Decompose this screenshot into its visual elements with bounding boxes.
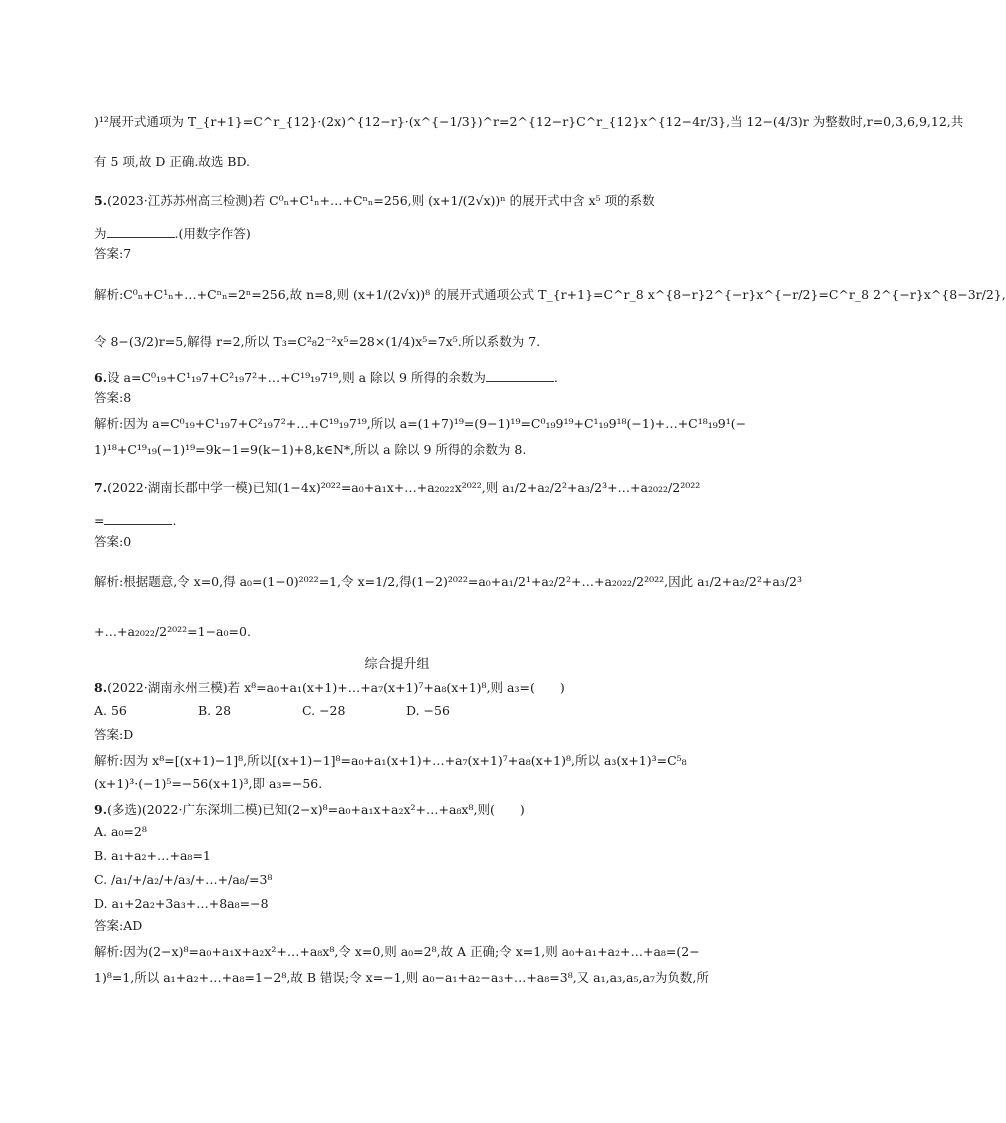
question-text: (2023·江苏苏州高三检测)若 C⁰ₙ+C¹ₙ+…+Cⁿₙ=256,则 (x+1/(2√x))ⁿ 的展开式中含 x⁵ 项的系数 — [107, 193, 655, 208]
explanation-8b: (x+1)³·(−1)⁵=−56(x+1)³,即 a₃=−56. — [94, 776, 323, 791]
question-5 — [94, 193, 700, 209]
text-post: .(用数字作答) — [174, 226, 251, 241]
answer-blank — [486, 370, 554, 382]
explanation-7a: 解析:根据题意,令 x=0,得 a₀=(1−0)²⁰²²=1,令 x=1/2,得(1−2)²⁰²²=a₀+a₁/2¹+a₂/2²+…+a₂₀₂₂/2²⁰²²,因此 a₁/2+a₂/2²+a₃/2³ — [94, 574, 802, 589]
option-9b[interactable]: B. a₁+a₂+…+a₈=1 — [94, 848, 211, 863]
question-number: 6. — [94, 370, 108, 385]
option-a[interactable]: A. 56 — [94, 703, 127, 718]
text-post: . — [553, 370, 558, 385]
explanation-5b: 令 8−(3/2)r=5,解得 r=2,所以 T₃=C²₈2⁻²x⁵=28×(1/4)x⁵=7x⁵.所以系数为 7. — [94, 334, 541, 349]
question-number: 9. — [94, 802, 108, 817]
question-number: 7. — [94, 480, 108, 495]
line-l2: 有 5 项,故 D 正确.故选 BD. — [94, 154, 251, 169]
question-text: (多选)(2022·广东深圳二模)已知(2−x)⁸=a₀+a₁x+a₂x²+…+a₈x⁸,则( ) — [107, 802, 525, 817]
question-text: (2022·湖南长郡中学一模)已知(1−4x)²⁰²²=a₀+a₁x+…+a₂₀₂₂x²⁰²²,则 a₁/2+a₂/2²+a₃/2³+…+a₂₀₂₂/2²⁰²² — [107, 480, 701, 495]
answer-blank — [107, 226, 175, 238]
question-text: (2022·湖南永州三模)若 x⁸=a₀+a₁(x+1)+…+a₇(x+1)⁷+a₈(x+1)⁸,则 a₃=( ) — [107, 680, 565, 695]
question-5-blank-line — [94, 226, 700, 242]
answer-blank — [104, 513, 172, 525]
question-6 — [94, 370, 700, 386]
option-d[interactable]: D. −56 — [406, 703, 450, 718]
text-pre: 为 — [94, 226, 107, 241]
option-c[interactable]: C. −28 — [302, 703, 346, 718]
section-title: 综合提升组 — [364, 657, 430, 672]
explanation-9a: 解析:因为(2−x)⁸=a₀+a₁x+a₂x²+…+a₈x⁸,令 x=0,则 a₀=2⁸,故 A 正确;令 x=1,则 a₀+a₁+a₂+…+a₈=(2− — [94, 944, 700, 959]
question-7 — [94, 480, 700, 496]
question-7-blank-line — [94, 513, 700, 529]
answer-9: 答案:AD — [94, 918, 143, 933]
text-pre: 设 a=C⁰₁₉+C¹₁₉7+C²₁₉7²+…+C¹⁹₁₉7¹⁹,则 a 除以 9 所得的余数为 — [107, 370, 486, 385]
explanation-5a: 解析:C⁰ₙ+C¹ₙ+…+Cⁿₙ=2ⁿ=256,故 n=8,则 (x+1/(2√x))⁸ 的展开式通项公式 T_{r+1}=C^r_8 x^{8−r}2^{−r}x^{−r/2}=C^r_8 2^{−r}x^{8−3r/2}, — [94, 287, 1006, 302]
text-pre: = — [94, 513, 105, 528]
question-number: 5. — [94, 193, 108, 208]
question-9 — [94, 802, 700, 818]
question-number: 8. — [94, 680, 108, 695]
text-post: . — [172, 513, 177, 528]
explanation-6b: 1)¹⁸+C¹⁹₁₉(−1)¹⁹=9k−1=9(k−1)+8,k∈N*,所以 a 除以 9 所得的余数为 8. — [94, 442, 527, 457]
line-l1: )¹²展开式通项为 T_{r+1}=C^r_{12}·(2x)^{12−r}·(x^{−1/3})^r=2^{12−r}C^r_{12}x^{12−4r/3},当 12−(4/3)r 为整数时,r=0,3,6,9,12,共 — [94, 114, 964, 129]
explanation-8a: 解析:因为 x⁸=[(x+1)−1]⁸,所以[(x+1)−1]⁸=a₀+a₁(x+1)+…+a₇(x+1)⁷+a₈(x+1)⁸,所以 a₃(x+1)³=C⁵₈ — [94, 753, 687, 768]
question-8-options — [94, 703, 700, 719]
option-9d[interactable]: D. a₁+2a₂+3a₃+…+8a₈=−8 — [94, 896, 269, 911]
question-8 — [94, 680, 700, 696]
explanation-6a: 解析:因为 a=C⁰₁₉+C¹₁₉7+C²₁₉7²+…+C¹⁹₁₉7¹⁹,所以 a=(1+7)¹⁹=(9−1)¹⁹=C⁰₁₉9¹⁹+C¹₁₉9¹⁸(−1)+…+C¹⁸₁₉9¹(− — [94, 416, 747, 431]
answer-6: 答案:8 — [94, 390, 132, 405]
option-9c[interactable]: C. /a₁/+/a₂/+/a₃/+…+/a₈/=3⁸ — [94, 872, 273, 887]
explanation-9b: 1)⁸=1,所以 a₁+a₂+…+a₈=1−2⁸,故 B 错误;令 x=−1,则 a₀−a₁+a₂−a₃+…+a₈=3⁸,又 a₁,a₃,a₅,a₇为负数,所 — [94, 970, 709, 985]
option-9a[interactable]: A. a₀=2⁸ — [94, 824, 147, 839]
explanation-7b: +…+a₂₀₂₂/2²⁰²²=1−a₀=0. — [94, 624, 251, 639]
answer-8: 答案:D — [94, 727, 134, 742]
answer-7: 答案:0 — [94, 534, 132, 549]
answer-5: 答案:7 — [94, 246, 132, 261]
option-b[interactable]: B. 28 — [198, 703, 232, 718]
